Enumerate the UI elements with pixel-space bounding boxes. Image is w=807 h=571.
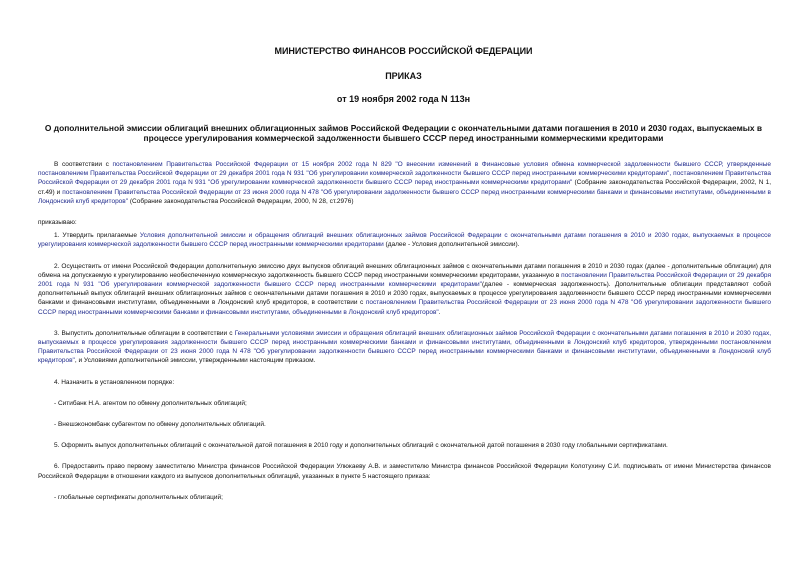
paragraph-4: 4. Назначить в установленном порядке:: [54, 378, 175, 386]
paragraph-5: 5. Оформить выпуск дополнительных облигаций с окончательной датой погашения в 2010 году и дополнительных облигаций с окончательной датой погашения в 2030 году глобальными сертификатами.: [54, 442, 668, 450]
order-heading: ПРИКАЗ: [385, 71, 422, 81]
text-span: (далее - коммерческая задолженность). Дополнительные облигации представляют собой дополнительный выпуск облигаций внешних облигационных займов с окончательными датами погашения в 2010 и 2030 годах, выпускаемых в процессе урегулирования задолженности бывшего СССР перед иностранными коммерческими банками и финансовыми институтами, объединенными в Лондонский клуб кредиторов, в соответствии с: [38, 281, 771, 307]
text-span: (Собрание законодательства Российской Федерации, 2000, N 28, ст.2976): [128, 197, 354, 205]
text-span: (Собрание законодательства Российской Федерации, 2002, N 1, ст.49) и: [38, 179, 772, 196]
order-date: от 19 ноября 2002 года N 113н: [336, 94, 471, 104]
link-emission-conditions[interactable]: Условия дополнительной эмиссии и обращения облигаций внешних облигационных займов Российской Федерации с окончательными датами погашения в 2010 и 2030 годах, выпускаемых в процессе урегулирования коммерческой задолженности бывшего СССР перед иностранными коммерческими кредиторами: [38, 232, 771, 249]
text-span: 1. Утвердить прилагаемые: [54, 232, 140, 240]
link-general-conditions[interactable]: Генеральными условиями эмиссии и обращения облигаций внешних облигационных займов Российской Федерации с окончательными датами погашения в 2010 и 2030 годах, выпускаемых в процессе урегулирования задолженности бывшего СССР перед иностранными коммерческими банками и финансовыми институтами, объединенными в Лондонский клуб кредиторов, утвержденными постановлением Правительства Российской Федерации от 23 июня 2000 года N 478 "Об урегулировании задолженности бывшего СССР перед иностранными коммерческими банками и финансовыми институтами, объединенными в Лондонский клуб кредиторов": [38, 329, 771, 365]
link-decree-478[interactable]: постановлением Правительства Российской Федерации от 23 июня 2000 года N 478 "Об урегулировании задолженности бывшего СССР перед иностранными коммерческими банками и финансовыми институтами, объединенными в Лондонский клуб кредиторов": [38, 188, 771, 205]
orders-word: приказываю:: [38, 219, 77, 227]
link-decree-931[interactable]: постановлении Правительства Российской Федерации от 29 декабря 2001 года N 931 "Об урегулировании коммерческой задолженности бывшего СССР перед иностранными коммерческими кредиторами": [38, 271, 771, 289]
paragraph-2: [38, 262, 771, 317]
link-decree-478-b[interactable]: постановлением Правительства Российской Федерации от 23 июня 2000 года N 478 "Об урегулировании задолженности бывшего СССР перед иностранными коммерческими банками и финансовыми институтами, объединенными в Лондонский клуб кредиторов": [38, 299, 771, 316]
ministry-heading: МИНИСТЕРСТВО ФИНАНСОВ РОССИЙСКОЙ ФЕДЕРАЦИИ: [274, 46, 533, 56]
paragraph-3: [38, 329, 771, 366]
paragraph-4-item-2: - Внешэкономбанк субагентом по обмену дополнительных облигаций.: [54, 421, 266, 429]
document-title: О дополнительной эмиссии облигаций внешних облигационных займов Российской Федерации с окончательными датами погашения в 2010 и 2030 годах, выпускаемых в процессе урегулирования коммерческой задолженности бывшего СССР перед иностранными коммерческими кредиторами: [44, 123, 763, 143]
paragraph-6: 6. Предоставить право первому заместителю Министра финансов Российской Федерации Улюкаеву А.В. и заместителю Министра финансов Российской Федерации Колотухину С.И. подписывать от имени Министерства финансов Российской Федерации в отношении каждого из выпусков дополнительных облигаций, указанных в пункте 5 настоящего приказа:: [38, 463, 771, 480]
text-span: 3. Выпустить дополнительные облигации в соответствии с: [54, 329, 235, 337]
link-decree-829[interactable]: постановлением Правительства Российской Федерации от 15 ноября 2002 года N 829 "О внесении изменений в Финансовые условия обмена коммерческой задолженности бывшего СССР, утвержденные постановлением Правительства Российской Федерации от 29 декабря 2001 года N 931 "Об урегулировании коммерческой задолженности бывшего СССР перед иностранными коммерческими кредиторами", постановлением Правительства Российской Федерации от 29 декабря 2001 года N 931 "Об урегулировании коммерческой задолженности бывшего СССР перед иностранными коммерческими кредиторами": [38, 161, 772, 187]
paragraph-4-item-1: - Ситибанк Н.А. агентом по обмену дополнительных облигаций;: [54, 399, 247, 407]
text-span: .: [438, 308, 441, 316]
text-span: В соответствии с: [54, 161, 113, 168]
paragraph-preamble: [38, 160, 771, 206]
text-span: 2. Осуществить от имени Российской Федерации дополнительную эмиссию двух выпусков облигаций внешних облигационных займов с окончательными датами погашения в 2010 и 2030 годах (далее - дополнительные облигации) для обмена на допускаемую к урегулированию необеспеченную коммерческую задолженность бывшего СССР перед иностранными коммерческими кредиторами, указанную в: [38, 262, 771, 279]
text-span: (далее - Условия дополнительной эмиссии).: [383, 241, 520, 249]
text-span: , и Условиями дополнительной эмиссии, утвержденными настоящим приказом.: [74, 357, 316, 365]
paragraph-6-item-1: - глобальные сертификаты дополнительных облигаций;: [54, 493, 223, 501]
document-body: [38, 160, 771, 514]
paragraph-1: [38, 231, 771, 249]
